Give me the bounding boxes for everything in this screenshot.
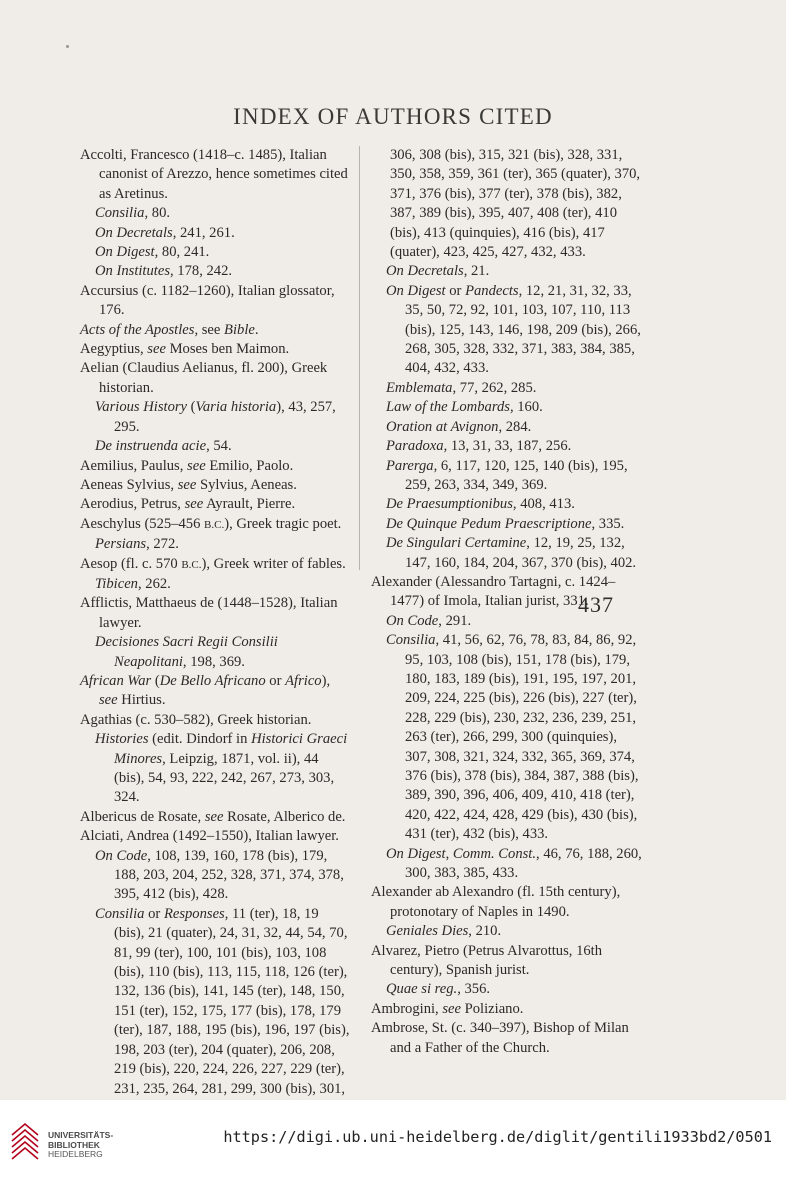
index-entry: Afflictis, Matthaeus de (1448–1528), Italian lawyer. [80,595,338,631]
index-subentry: On Digest, 80, 241. [95,244,210,261]
page-number: 437 [578,592,614,617]
index-subentry: Consilia or Responses, 11 (ter), 18, 19 (bis), 21 (quater), 24, 31, 32, 44, 54, 70, 81, 99 (ter), 100, 101 (bis), 103, 108 (bis), 110 (bis), 113, 115, 118, 126 (ter), 132, 136 (bis), 141, 145 (ter), 148, 150, 151 (ter), 152, 175, 177 (bis), 178, 179 (ter), 187, 188, 195 (bis), 196, 197 (bis), 198, 203 (ter), 204 (quater), 206, 208, 219 (bis), 220, 224, 226, 227, 229 (ter), 231, 235, 264, 281, 299, 300 (bis), 301, [95,905,350,1097]
index-subentry: Paradoxa, 13, 31, 33, 187, 256. [386,438,572,455]
index-entry: Ambrose, St. (c. 340–397), Bishop of Milan and a Father of the Church. [371,1020,629,1056]
page-speck [66,45,69,48]
index-entry: Alvarez, Pietro (Petrus Alvarottus, 16th century), Spanish jurist. [371,942,603,979]
index-subentry: On Decretals, 241, 261. [95,224,235,241]
index-subentry: De Singulari Certamine, 12, 19, 25, 132, 147, 160, 184, 204, 367, 370 (bis), 402. [386,535,637,571]
index-subentry: On Decretals, 21. [386,263,490,280]
index-entry: Aelian (Claudius Aelianus, fl. 200), Greek historian. [80,360,328,396]
index-entry: Accolti, Francesco (1418–c. 1485), Italian canonist of Arezzo, hence sometimes cited as Aretinus. [80,147,348,202]
index-subentry: Emblemata, 77, 262, 285. [386,379,537,396]
heidelberg-library-logo-icon[interactable] [8,1121,42,1163]
index-entry: Aesop (fl. c. 570 B.C.), Greek writer of fables. [80,555,346,572]
index-subentry: Law of the Lombards, 160. [386,399,543,416]
index-entry: Alexander (Alessandro Tartagni, c. 1424–1477) of Imola, Italian jurist, 331. [371,573,616,610]
index-subentry: Quae si reg., 356. [386,981,491,998]
index-subentry: Oration at Avignon, 284. [386,418,532,435]
index-subentry: De Quinque Pedum Praescriptione, 335. [386,515,625,532]
permalink-url[interactable]: https://digi.ub.uni-heidelberg.de/diglit/gentili1933bd2/0501 [223,1128,772,1146]
index-entry: Aegyptius, see Moses ben Maimon. [80,341,290,358]
library-name-line3: HEIDELBERG [48,1149,103,1159]
index-subentry: Histories (edit. Dindorf in Historici Graeci Minores, Leipzig, 1871, vol. ii), 44 (bis), 54, 93, 222, 242, 267, 273, 303, 324. [95,731,348,806]
index-subentry: 306, 308 (bis), 315, 321 (bis), 328, 331, 350, 358, 359, 361 (ter), 365 (quater), 370, 371, 376 (bis), 377 (ter), 378 (bis), 382, 387, 389 (bis), 395, 407, 408 (ter), 410 (bis), 413 (quinquies), 416 (bis), 417 (quater), 423, 425, 427, 432, 433. [390,147,641,261]
index-subentry: On Code, 291. [386,612,472,629]
library-name-line2: BIBLIOTHEK [48,1139,100,1150]
index-entry: Alexander ab Alexandro (fl. 15th century), protonotary of Naples in 1490. [371,884,621,920]
index-subentry: Parerga, 6, 117, 120, 125, 140 (bis), 195, 259, 263, 334, 349, 369. [386,457,628,493]
index-entry: Agathias (c. 530–582), Greek historian. [80,711,312,728]
index-subentry: On Code, 108, 139, 160, 178 (bis), 179, 188, 203, 204, 252, 328, 371, 374, 378, 395, 412 (bis), 428. [95,847,344,903]
index-entry: Aeschylus (525–456 B.C.), Greek tragic poet. [80,515,342,532]
index-entry: Aerodius, Petrus, see Ayrault, Pierre. [80,496,296,513]
index-subentry: Decisiones Sacri Regii Consilii Neapolitani, 198, 369. [95,634,278,670]
index-entry: African War (De Bello Africano or Africo), see Hirtius. [80,672,331,709]
index-subentry: Geniales Dies, 210. [386,923,502,940]
column-divider [359,146,360,570]
page-title: INDEX OF AUTHORS CITED [233,104,553,129]
index-subentry: On Institutes, 178, 242. [95,263,233,280]
index-subentry: Various History (Varia historia), 43, 257, 295. [95,399,336,435]
index-subentry: De instruenda acie, 54. [95,438,232,455]
index-subentry: Consilia, 41, 56, 62, 76, 78, 83, 84, 86, 92, 95, 103, 108 (bis), 151, 178 (bis), 179, 180, 183, 189 (bis), 191, 195, 197, 201, 209, 224, 225 (bis), 226 (bis), 227 (ter), 228, 229 (bis), 230, 232, 236, 239, 251, 263 (ter), 266, 299, 300 (quinquies), 307, 308, 321, 324, 332, 365, 369, 374, 376 (bis), 378 (bis), 384, 387, 388 (bis), 389, 390, 396, 406, 409, 410, 418 (ter), 420, 422, 424, 428, 429 (bis), 430 (bis), 431 (ter), 432 (bis), 433. [386,632,639,843]
library-name[interactable] [48,1131,113,1160]
index-subentry: Consilia, 80. [95,205,171,222]
index-entry: Aemilius, Paulus, see Emilio, Paolo. [80,457,294,474]
index-subentry: Tibicen, 262. [95,575,171,592]
index-subentry: On Digest, Comm. Const., 46, 76, 188, 260, 300, 383, 385, 433. [386,845,642,882]
index-entry: Albericus de Rosate, see Rosate, Alberico de. [80,808,346,825]
library-name-line1: UNIVERSITÄTS- [48,1130,114,1140]
index-entry: Accursius (c. 1182–1260), Italian glossator, 176. [80,282,335,319]
index-entry: Ambrogini, see Poliziano. [371,1000,524,1017]
index-entry: Aeneas Sylvius, see Sylvius, Aeneas. [80,476,297,493]
index-entry: Alciati, Andrea (1492–1550), Italian lawyer. [80,828,339,845]
index-column-left [80,146,350,1118]
index-subentry: De Praesumptionibus, 408, 413. [386,496,575,513]
index-subentry: Persians, 272. [95,536,179,553]
index-entry: Acts of the Apostles, see Bible. [80,321,259,338]
index-subentry: On Digest or Pandects, 12, 21, 31, 32, 33, 35, 50, 72, 92, 101, 103, 107, 110, 113 (bis), 125, 143, 146, 198, 209 (bis), 266, 268, 305, 328, 332, 371, 383, 384, 385, 404, 432, 433. [386,282,641,377]
